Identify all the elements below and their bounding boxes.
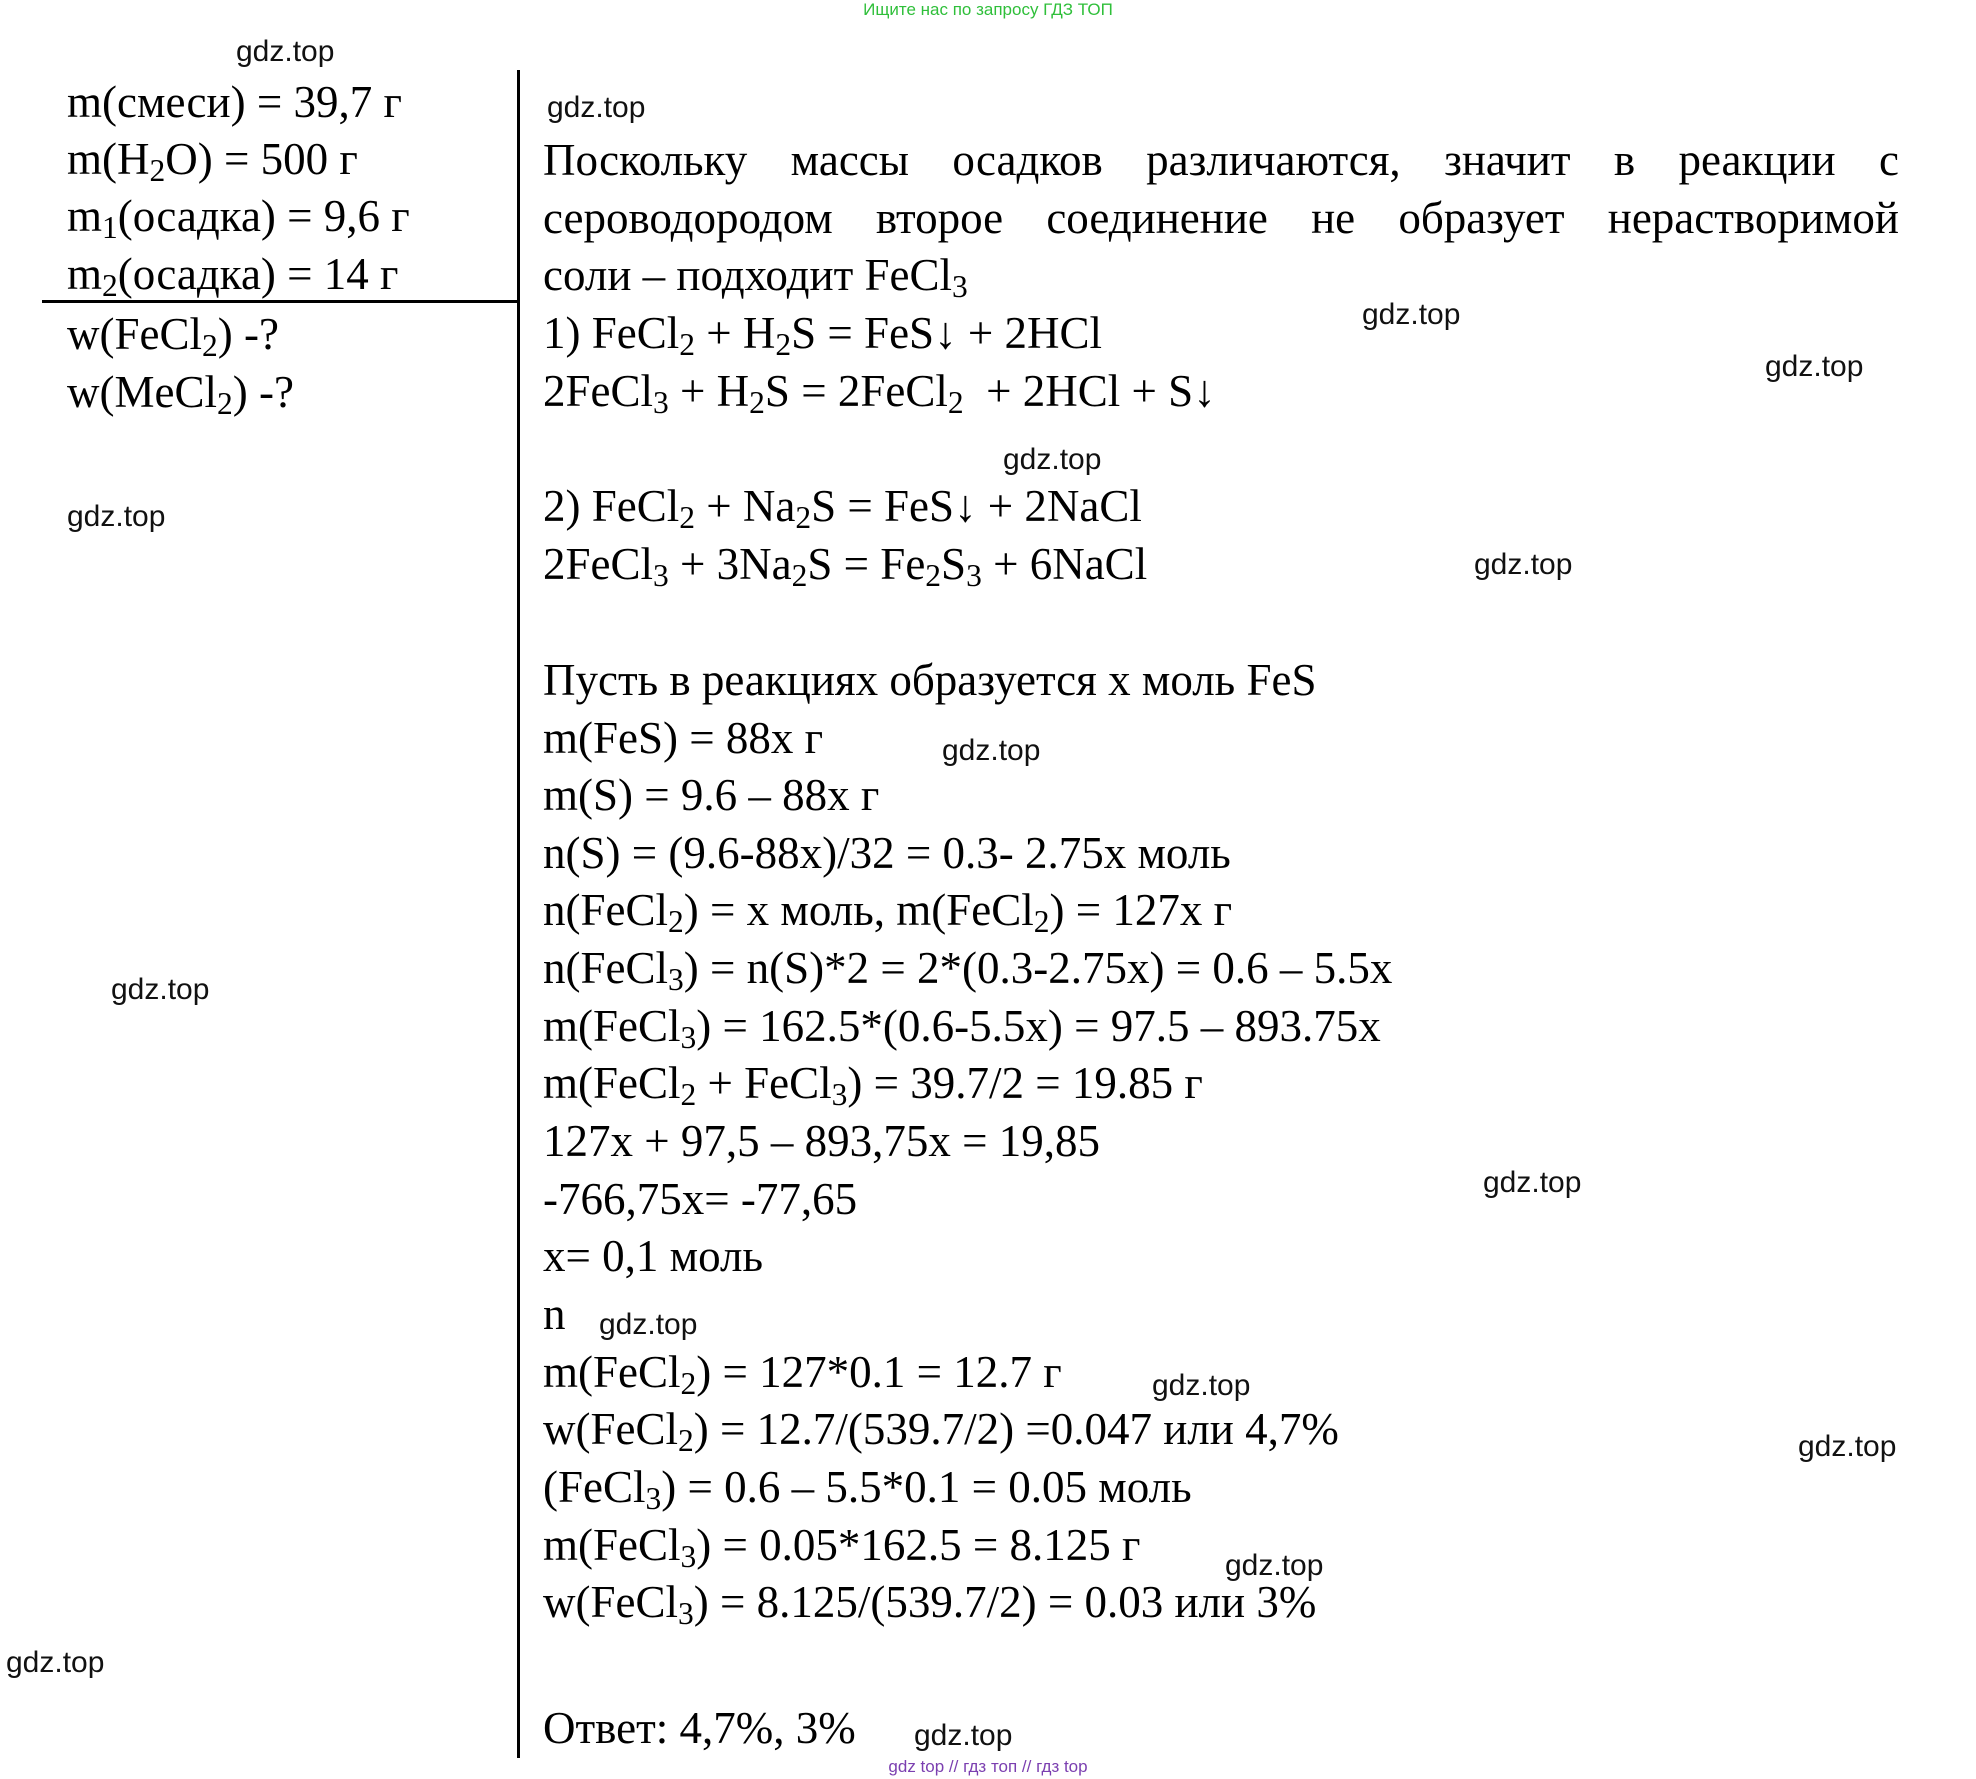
calc-line-3: m(S) = 9.6 – 88x г [543, 770, 880, 820]
calc-line-9: 127x + 97,5 – 893,75x = 19,85 [543, 1116, 1101, 1166]
watermark: gdz.top [599, 1308, 698, 1341]
watermark: gdz.top [914, 1719, 1013, 1752]
given-precipitate-2: $m_2(осадка) = 14$ г [67, 249, 399, 303]
calc-line-10: -766,75x= -77,65 [543, 1174, 858, 1224]
calc-line-5: n(FeCl$_2$) = x моль, m(FeCl$_2$) = 127x г [543, 885, 1233, 939]
vertical-divider [517, 70, 520, 1758]
watermark: gdz.top [1483, 1166, 1582, 1199]
calc-line-2: m(FeS) = 88x г [543, 713, 824, 763]
watermark: gdz.top [1765, 350, 1864, 383]
given-precipitate-1: $m_1(осадка) = 9,6$ г [67, 191, 410, 245]
find-fecl2: w(FeCl$_2$) -? [67, 309, 279, 363]
watermark: gdz.top [942, 734, 1041, 767]
top-banner: Ищите нас по запросу ГДЗ ТОП [863, 0, 1113, 19]
calc-line-8: m(FeCl$_2$ + FeCl$_3$) = 39.7/2 = 19.85 г [543, 1058, 1203, 1112]
reaction-1b: 2FeCl$_3$ + $H_2S$ = 2FeCl$_2$ + 2HCl + S↓ [543, 366, 1216, 420]
solution-text-line-1: Поскольку массы осадков различаются, значит в реакции с [543, 135, 1899, 185]
watermark: gdz.top [111, 973, 210, 1006]
watermark: gdz.top [1003, 443, 1102, 476]
calc-line-11: x= 0,1 моль [543, 1231, 763, 1281]
calc-line-4: n(S) = (9.6-88x)/32 = 0.3- 2.75x моль [543, 828, 1231, 878]
calc-line-6: n(FeCl$_3$) = n(S)*2 = 2*(0.3-2.75x) = 0.6 – 5.5x [543, 943, 1393, 997]
watermark: gdz.top [1152, 1369, 1251, 1402]
solution-text-line-3: соли – подходит FeCl$_3$ [543, 250, 968, 304]
calc-line-14: w(FeCl$_2$) = 12.7/(539.7/2) =0.047 или 4,7% [543, 1404, 1339, 1458]
watermark: gdz.top [1798, 1430, 1897, 1463]
calc-line-15: (FeCl$_3$) = 0.6 – 5.5*0.1 = 0.05 моль [543, 1462, 1192, 1516]
answer: Ответ: 4,7%, 3% [543, 1703, 856, 1753]
calc-line-13: m(FeCl$_2$) = 127*0.1 = 12.7 г [543, 1347, 1062, 1401]
watermark: gdz.top [236, 35, 335, 68]
calc-line-12: n [543, 1289, 566, 1339]
calc-line-17: w(FeCl$_3$) = 8.125/(539.7/2) = 0.03 или 3% [543, 1577, 1317, 1631]
given-mass-water: $m(H_2O) = 500$ г [67, 134, 358, 188]
watermark: gdz.top [1362, 298, 1461, 331]
find-mecl2: w(MeCl$_2$) -? [67, 367, 294, 421]
watermark: gdz.top [1225, 1549, 1324, 1582]
watermark: gdz.top [67, 500, 166, 533]
footer-links: gdz top // гдз топ // гдз top [888, 1757, 1088, 1776]
given-mass-mixture: m(смеси) = 39,7 г [67, 77, 402, 127]
watermark: gdz.top [1474, 548, 1573, 581]
calc-line-1: Пусть в реакциях образуется х моль FeS [543, 655, 1317, 705]
watermark: gdz.top [6, 1646, 105, 1679]
watermark: gdz.top [547, 91, 646, 124]
reaction-2a: 2) FeCl$_2$ + $Na_2S$ = FeS↓ + 2NaCl [543, 481, 1142, 535]
reaction-2b: 2FeCl$_3$ + $3Na_2S = Fe_2S_3$ + 6NaCl [543, 539, 1148, 593]
calc-line-16: m(FeCl$_3$) = 0.05*162.5 = 8.125 г [543, 1520, 1141, 1574]
reaction-1a: 1) FeCl$_2$ + $H_2S$ = FeS↓ + 2HCl [543, 308, 1102, 362]
calc-line-7: m(FeCl$_3$) = 162.5*(0.6-5.5x) = 97.5 – 893.75x [543, 1001, 1381, 1055]
solution-text-line-2: сероводородом второе соединение не образует нерастворимой [543, 193, 1899, 243]
